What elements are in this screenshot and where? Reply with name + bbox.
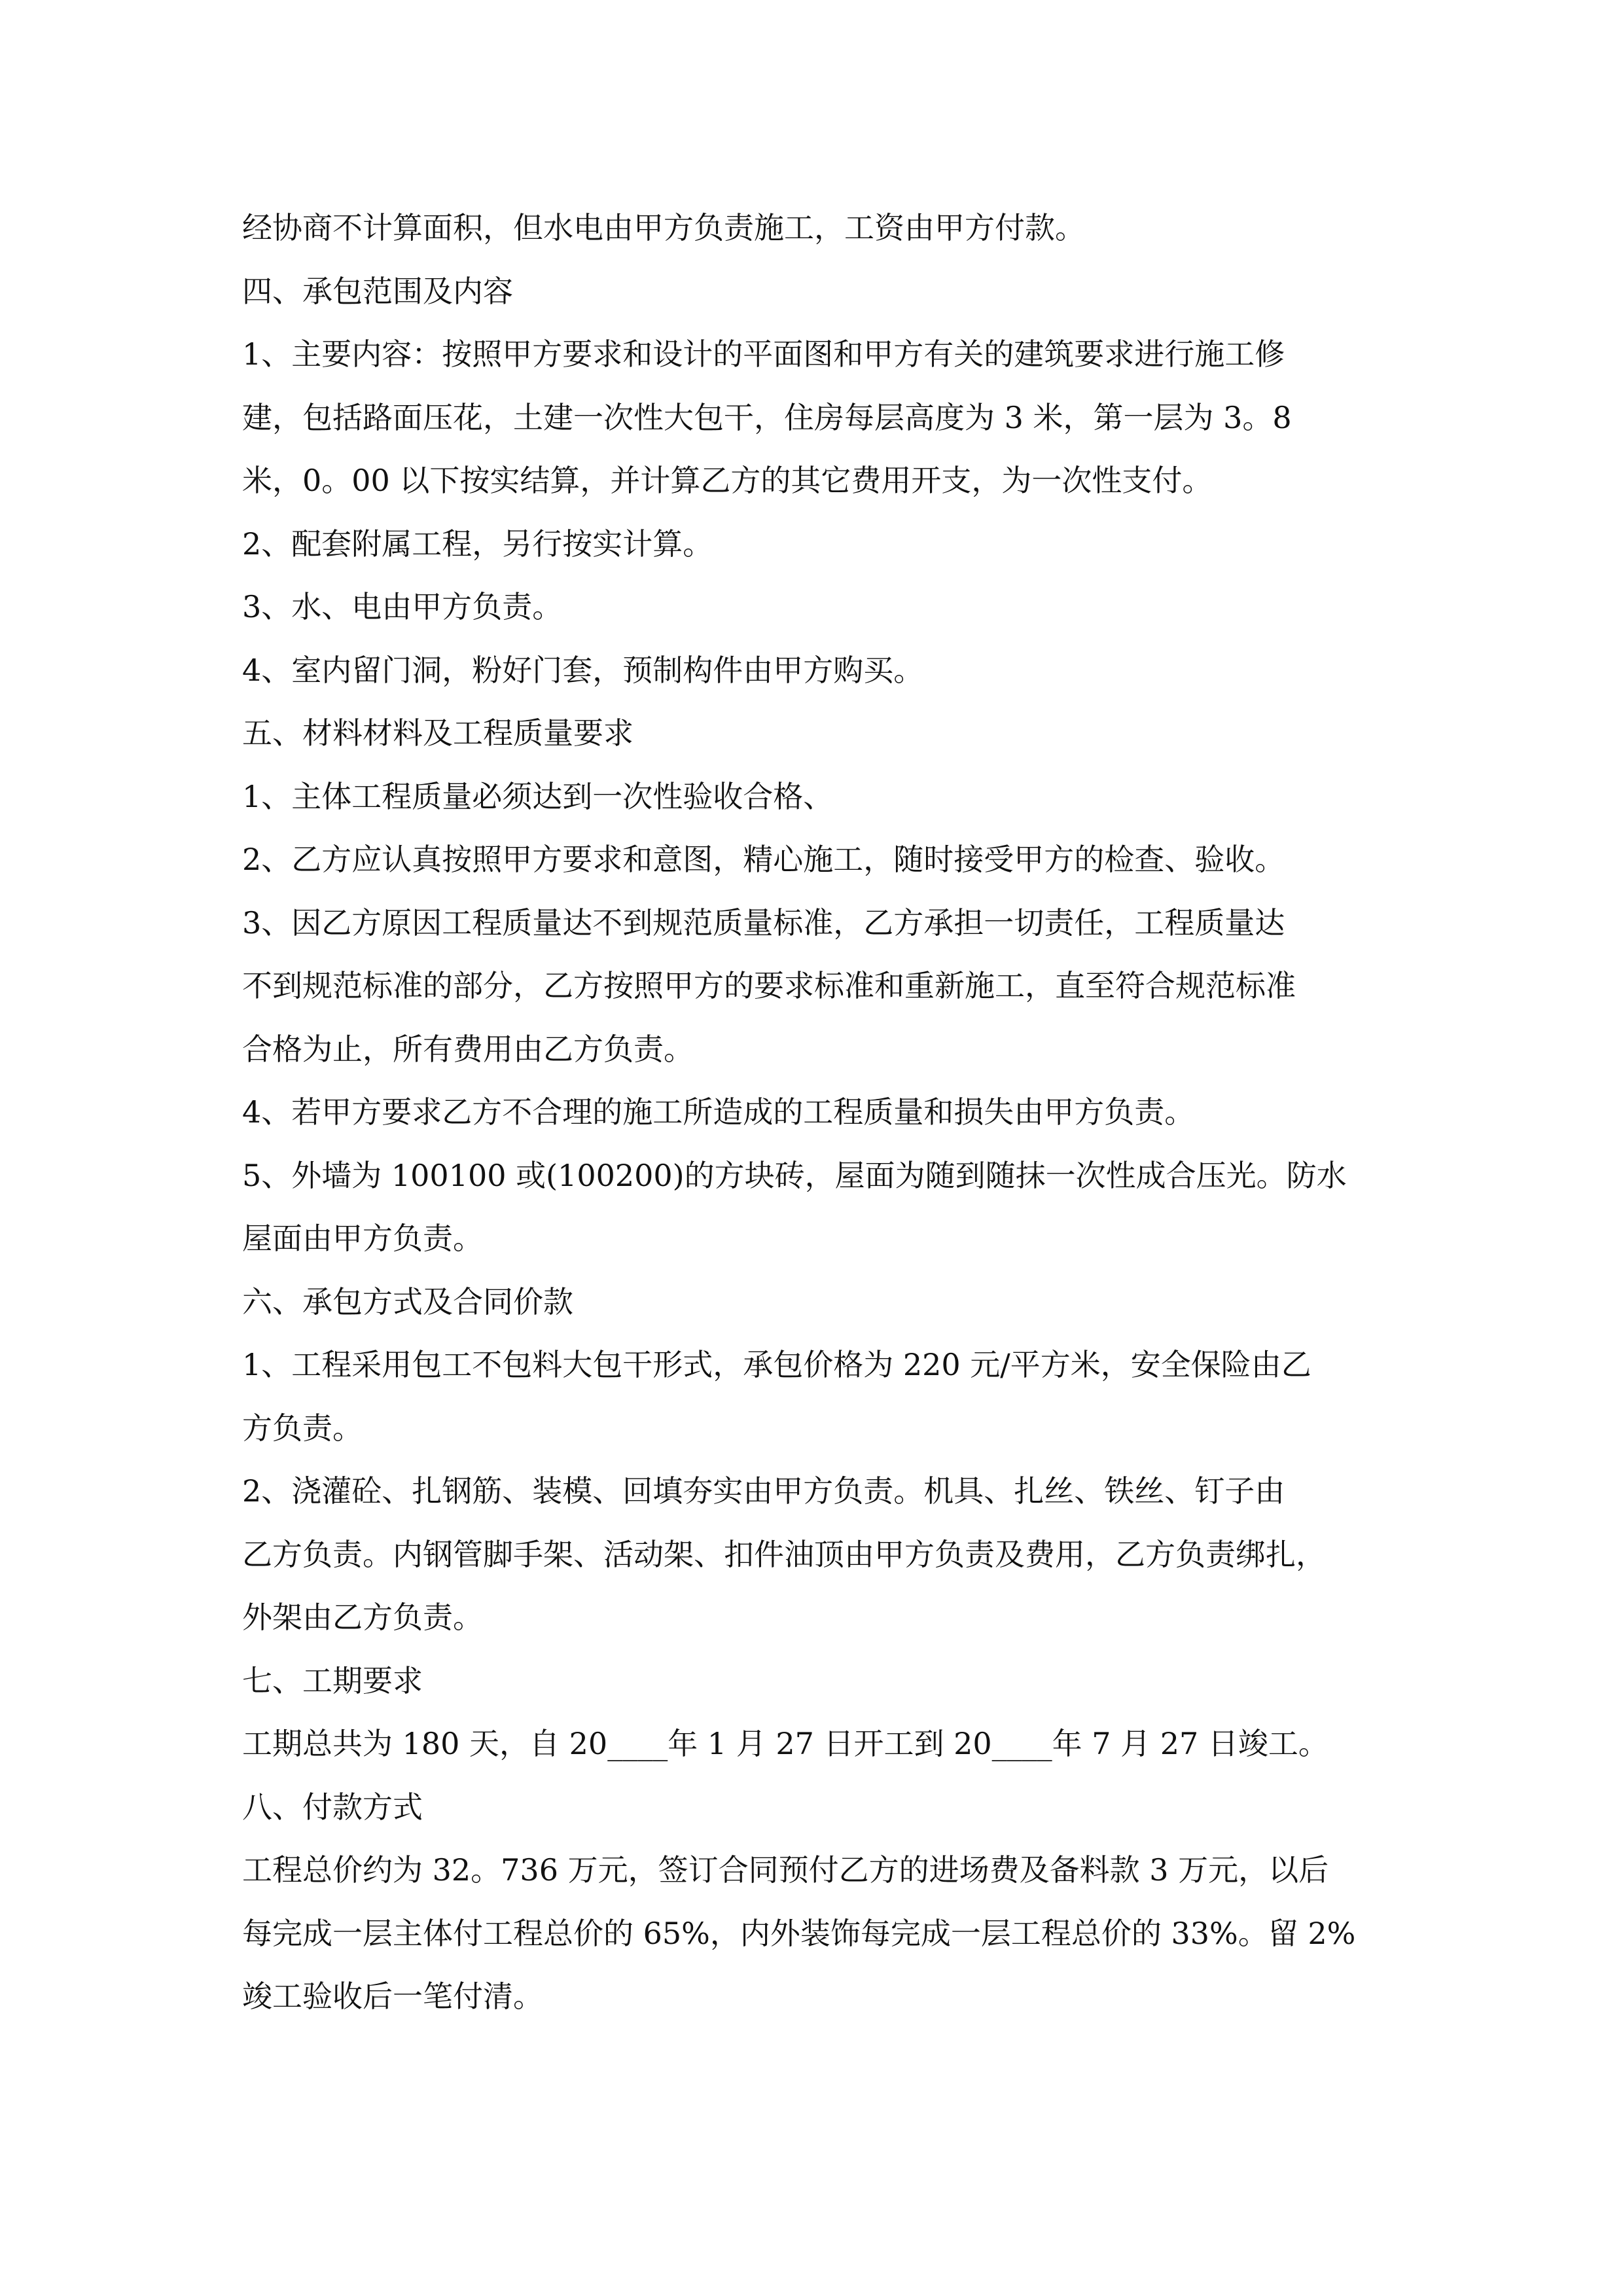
text-line: 工期总共为 180 天，自 20____年 1 月 27 日开工到 20____年 7 月 27 日竣工。 bbox=[242, 1726, 1329, 1761]
text-line: 屋面由甲方负责。 bbox=[242, 1221, 483, 1256]
text-line: 2、配套附属工程，另行按实计算。 bbox=[242, 526, 713, 562]
text-line: 2、乙方应认真按照甲方要求和意图，精心施工，随时接受甲方的检查、验收。 bbox=[242, 842, 1285, 877]
text-line: 工程总价约为 32。736 万元，签订合同预付乙方的进场费及备料款 3 万元，以后 bbox=[242, 1852, 1329, 1888]
text-line: 竣工验收后一笔付清。 bbox=[242, 1979, 543, 2014]
section-heading: 五、材料材料及工程质量要求 bbox=[242, 715, 633, 751]
text-line: 每完成一层主体付工程总价的 65%，内外装饰每完成一层工程总价的 33%。留 2% bbox=[242, 1915, 1356, 1951]
text-line: 3、因乙方原因工程质量达不到规范质量标准，乙方承担一切责任，工程质量达 bbox=[242, 905, 1285, 941]
section-heading: 八、付款方式 bbox=[242, 1789, 423, 1825]
text-line: 不到规范标准的部分，乙方按照甲方的要求标准和重新施工，直至符合规范标准 bbox=[242, 968, 1296, 1003]
text-line: 4、室内留门洞，粉好门套，预制构件由甲方购买。 bbox=[242, 652, 924, 688]
text-line: 米，0。00 以下按实结算，并计算乙方的其它费用开支，为一次性支付。 bbox=[242, 463, 1213, 498]
text-line: 外架由乙方负责。 bbox=[242, 1600, 483, 1635]
section-heading: 四、承包范围及内容 bbox=[242, 273, 513, 309]
text-line: 1、主体工程质量必须达到一次性验收合格、 bbox=[242, 778, 834, 814]
text-line: 经协商不计算面积，但水电由甲方负责施工，工资由甲方付款。 bbox=[242, 210, 1085, 245]
document-body bbox=[242, 196, 1394, 2028]
section-heading: 六、承包方式及合同价款 bbox=[242, 1283, 573, 1319]
text-line: 乙方负责。内钢管脚手架、活动架、扣件油顶由甲方负责及费用，乙方负责绑扎， bbox=[242, 1536, 1326, 1572]
text-line: 建，包括路面压花，土建一次性大包干，住房每层高度为 3 米，第一层为 3。8 bbox=[242, 399, 1292, 435]
text-line: 5、外墙为 100100 或(100200)的方块砖，屋面为随到随抹一次性成合压光。防水 bbox=[242, 1157, 1347, 1193]
text-line: 合格为止，所有费用由乙方负责。 bbox=[242, 1031, 694, 1067]
text-line: 3、水、电由甲方负责。 bbox=[242, 589, 563, 624]
text-line: 4、若甲方要求乙方不合理的施工所造成的工程质量和损失由甲方负责。 bbox=[242, 1094, 1195, 1130]
text-line: 2、浇灌砼、扎钢筋、装模、回填夯实由甲方负责。机具、扎丝、铁丝、钉子由 bbox=[242, 1473, 1285, 1509]
text-line: 1、工程采用包工不包料大包干形式，承包价格为 220 元/平方米，安全保险由乙 bbox=[242, 1347, 1311, 1382]
text-line: 1、主要内容：按照甲方要求和设计的平面图和甲方有关的建筑要求进行施工修 bbox=[242, 336, 1285, 372]
section-heading: 七、工期要求 bbox=[242, 1662, 423, 1698]
text-line: 方负责。 bbox=[242, 1410, 363, 1446]
